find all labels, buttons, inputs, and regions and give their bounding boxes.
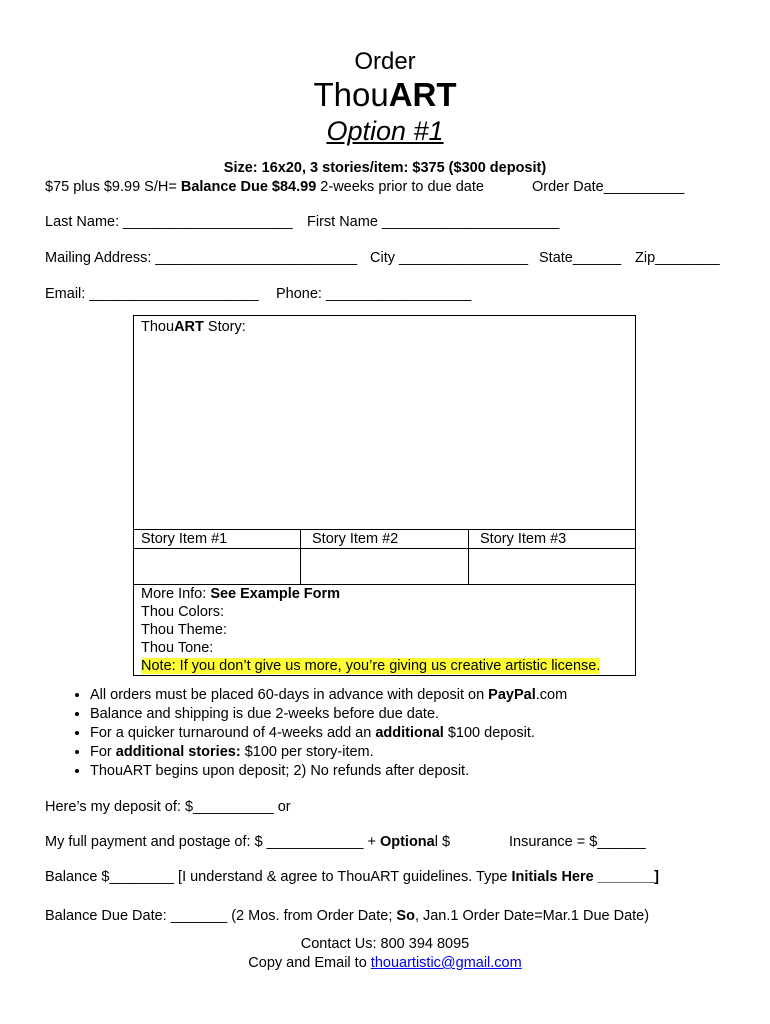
divider [468,529,469,584]
divider [134,584,635,585]
brand-title [0,76,770,114]
mailing-address-field[interactable]: Mailing Address: _________________________ [45,250,358,266]
size-text: Size: 16x20, 3 stories/item: $375 ($300 deposit) [223,160,547,176]
divider [134,529,635,530]
story-item-3[interactable]: Story Item #3 [480,531,567,547]
option-title [0,116,770,147]
divider [300,529,301,584]
optional-bold: Optiona [379,834,435,850]
thou-colors[interactable]: Thou Colors: [141,604,225,620]
list-item [90,762,567,781]
rule-bold: PayPal [488,687,536,703]
zip-field[interactable]: Zip________ [635,250,720,266]
balance-due-date-field[interactable] [45,908,649,924]
size-line [0,160,770,176]
thou-tone[interactable]: Thou Tone: [141,640,214,656]
story-label-bold: ART [174,319,204,335]
divider [134,548,635,549]
balance-field[interactable] [45,869,659,885]
story-label-suffix: Story: [203,319,246,335]
more-info [141,586,340,602]
balance-due-amount: Balance Due $84.99 [180,179,317,195]
example-form-link: See Example Form [210,586,341,602]
option-text: Option #1 [326,116,444,146]
initials-here: Initials Here [511,869,594,885]
rule-text: .com [535,687,568,703]
rule-bold: additional [375,725,444,741]
balance-text: Balance $________ [I understand & agree to ThouART guidelines. Type [45,869,512,885]
rules-list [45,686,567,781]
initials-blank: _______] [593,869,660,885]
list-item [90,724,567,743]
story-box [133,315,636,676]
note-text: Note: If you don’t give us more, you’re giving us creative artistic license. [141,658,601,674]
city-field[interactable]: City ________________ [370,250,529,266]
full-payment-text: l $ [434,834,451,850]
full-payment-text: My full payment and postage of: $ ____________ + [45,834,380,850]
last-name-field[interactable]: Last Name: _____________________ [45,214,293,230]
list-item [90,743,567,762]
rule-text: For a quicker turnaround of 4-weeks add an [90,725,376,741]
brand-bold: ART [388,76,457,113]
rule-text: $100 deposit. [443,725,535,741]
due-date-text: , Jan.1 Order Date=Mar.1 Due Date) [414,908,650,924]
story-item-1[interactable]: Story Item #1 [141,531,228,547]
more-info-label: More Info: [141,586,211,602]
pricing-weeks: 2-weeks prior to due date [320,179,484,195]
rule-text: $100 per story-item. [240,744,374,760]
pricing-plus: $75 plus $9.99 S/H= [45,179,177,195]
thou-theme[interactable]: Thou Theme: [141,622,227,638]
due-date-text: Balance Due Date: _______ (2 Mos. from Order Date; [45,908,397,924]
list-item [90,686,567,705]
rule-text: For [90,744,116,760]
first-name-field[interactable]: First Name ______________________ [307,214,560,230]
brand-prefix: Thou [313,76,389,113]
contact-email-prefix: Copy and Email to [248,955,371,971]
deposit-field[interactable]: Here’s my deposit of: $__________ or [45,799,291,815]
phone-field[interactable]: Phone: __________________ [276,286,472,302]
full-payment-field[interactable] [45,834,450,850]
rule-text: ThouART begins upon deposit; 2) No refunds after deposit. [90,763,470,779]
story-label-prefix: Thou [141,319,175,335]
story-label [141,319,246,335]
so-bold: So [396,908,415,924]
pricing-line [45,179,484,195]
email-field[interactable]: Email: _____________________ [45,286,259,302]
contact-email-line [0,955,770,971]
rule-text: Balance and shipping is due 2-weeks before due date. [90,706,440,722]
rule-bold: additional stories: [115,744,241,760]
insurance-field[interactable]: Insurance = $______ [509,834,646,850]
story-item-2[interactable]: Story Item #2 [312,531,399,547]
contact-phone: Contact Us: 800 394 8095 [300,936,470,952]
order-date-field[interactable]: Order Date__________ [532,179,685,195]
email-link[interactable]: thouartistic@gmail.com [370,955,522,971]
state-field[interactable]: State______ [539,250,622,266]
note [141,658,600,674]
order-heading: Order [354,48,416,75]
list-item [90,705,567,724]
rule-text: All orders must be placed 60-days in advance with deposit on [90,687,489,703]
